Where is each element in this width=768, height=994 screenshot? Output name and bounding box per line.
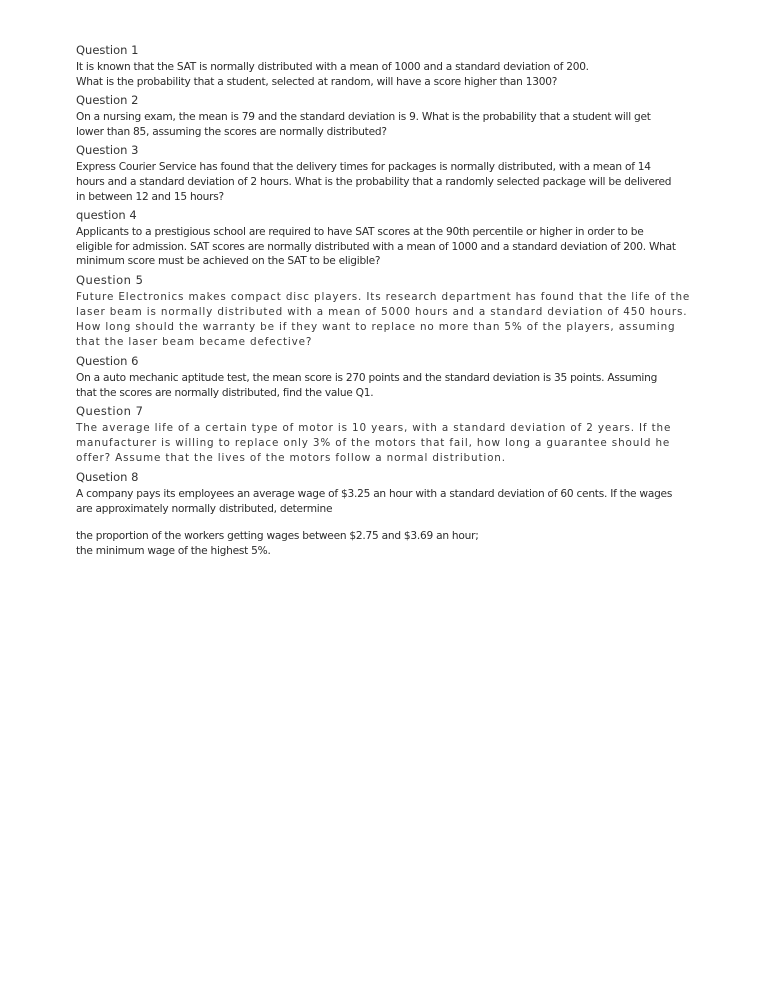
question-text	[76, 110, 700, 139]
question-3	[76, 142, 700, 204]
text-line: What is the probability that a student, selected at random, will have a score higher than 1300?	[76, 75, 558, 88]
question-text	[76, 487, 700, 516]
question-heading: Qusetion 8	[76, 470, 139, 485]
document-page	[76, 42, 700, 562]
question-2	[76, 92, 700, 139]
question-heading: Question 3	[76, 143, 139, 158]
question-4	[76, 207, 700, 269]
text-line: The average life of a certain type of motor is 10 years, with a standard deviation of 2 years. If the	[76, 422, 672, 435]
question-heading: question 4	[76, 208, 137, 223]
paragraph-gap	[76, 519, 700, 529]
text-line: Applicants to a prestigious school are required to have SAT scores at the 90th percentile or higher in order to be	[76, 226, 644, 239]
question-heading: Question 5	[76, 272, 144, 287]
text-line: How long should the warranty be if they want to replace no more than 5% of the players, assuming	[76, 320, 676, 333]
text-line: the proportion of the workers getting wages between $2.75 and $3.69 an hour;	[76, 530, 479, 543]
question-text	[76, 290, 700, 350]
text-line: A company pays its employees an average wage of $3.25 an hour with a standard deviation of 60 cents. If the wages	[76, 488, 673, 501]
text-line: the minimum wage of the highest 5%.	[76, 544, 271, 557]
text-line: in between 12 and 15 hours?	[76, 190, 224, 203]
question-text	[76, 371, 700, 400]
text-line: Future Electronics makes compact disc players. Its research department has found that the life of the	[76, 290, 691, 303]
question-heading: Question 7	[76, 404, 144, 419]
text-line: It is known that the SAT is normally distributed with a mean of 1000 and a standard deviation of 200.	[76, 61, 589, 73]
text-line: On a nursing exam, the mean is 79 and the standard deviation is 9. What is the probability that a student will get	[76, 111, 651, 124]
text-line: are approximately normally distributed, determine	[76, 502, 333, 515]
question-text	[76, 160, 700, 204]
question-1	[76, 42, 700, 89]
question-6	[76, 353, 700, 400]
text-line: that the laser beam became defective?	[76, 335, 313, 348]
text-line: minimum score must be achieved on the SAT to be eligible?	[76, 255, 381, 268]
question-heading: Question 2	[76, 93, 139, 108]
question-subparts	[76, 529, 700, 558]
text-line: laser beam is normally distributed with a mean of 5000 hours and a standard deviation of 450 hours.	[76, 305, 688, 318]
text-line: manufacturer is willing to replace only 3% of the motors that fail, how long a guarantee should he	[76, 437, 671, 450]
text-line: that the scores are normally distributed, find the value Q1.	[76, 386, 374, 399]
question-7	[76, 403, 700, 466]
text-line: On a auto mechanic aptitude test, the mean score is 270 points and the standard deviation is 35 points. Assuming	[76, 371, 658, 384]
question-heading: Question 6	[76, 353, 139, 368]
question-text	[76, 60, 700, 89]
question-heading: Question 1	[76, 43, 139, 57]
text-line: hours and a standard deviation of 2 hours. What is the probability that a randomly selected package will be delivered	[76, 175, 672, 188]
text-line: eligible for admission. SAT scores are normally distributed with a mean of 1000 and a standard deviation of 200. What	[76, 240, 676, 253]
text-line: Express Courier Service has found that the delivery times for packages is normally distributed, with a mean of 14	[76, 161, 651, 174]
text-line: lower than 85, assuming the scores are normally distributed?	[76, 125, 387, 138]
question-5	[76, 272, 700, 350]
text-line: offer? Assume that the lives of the motors follow a normal distribution.	[76, 452, 506, 465]
question-text	[76, 225, 700, 269]
question-8	[76, 469, 700, 558]
question-text	[76, 421, 700, 466]
